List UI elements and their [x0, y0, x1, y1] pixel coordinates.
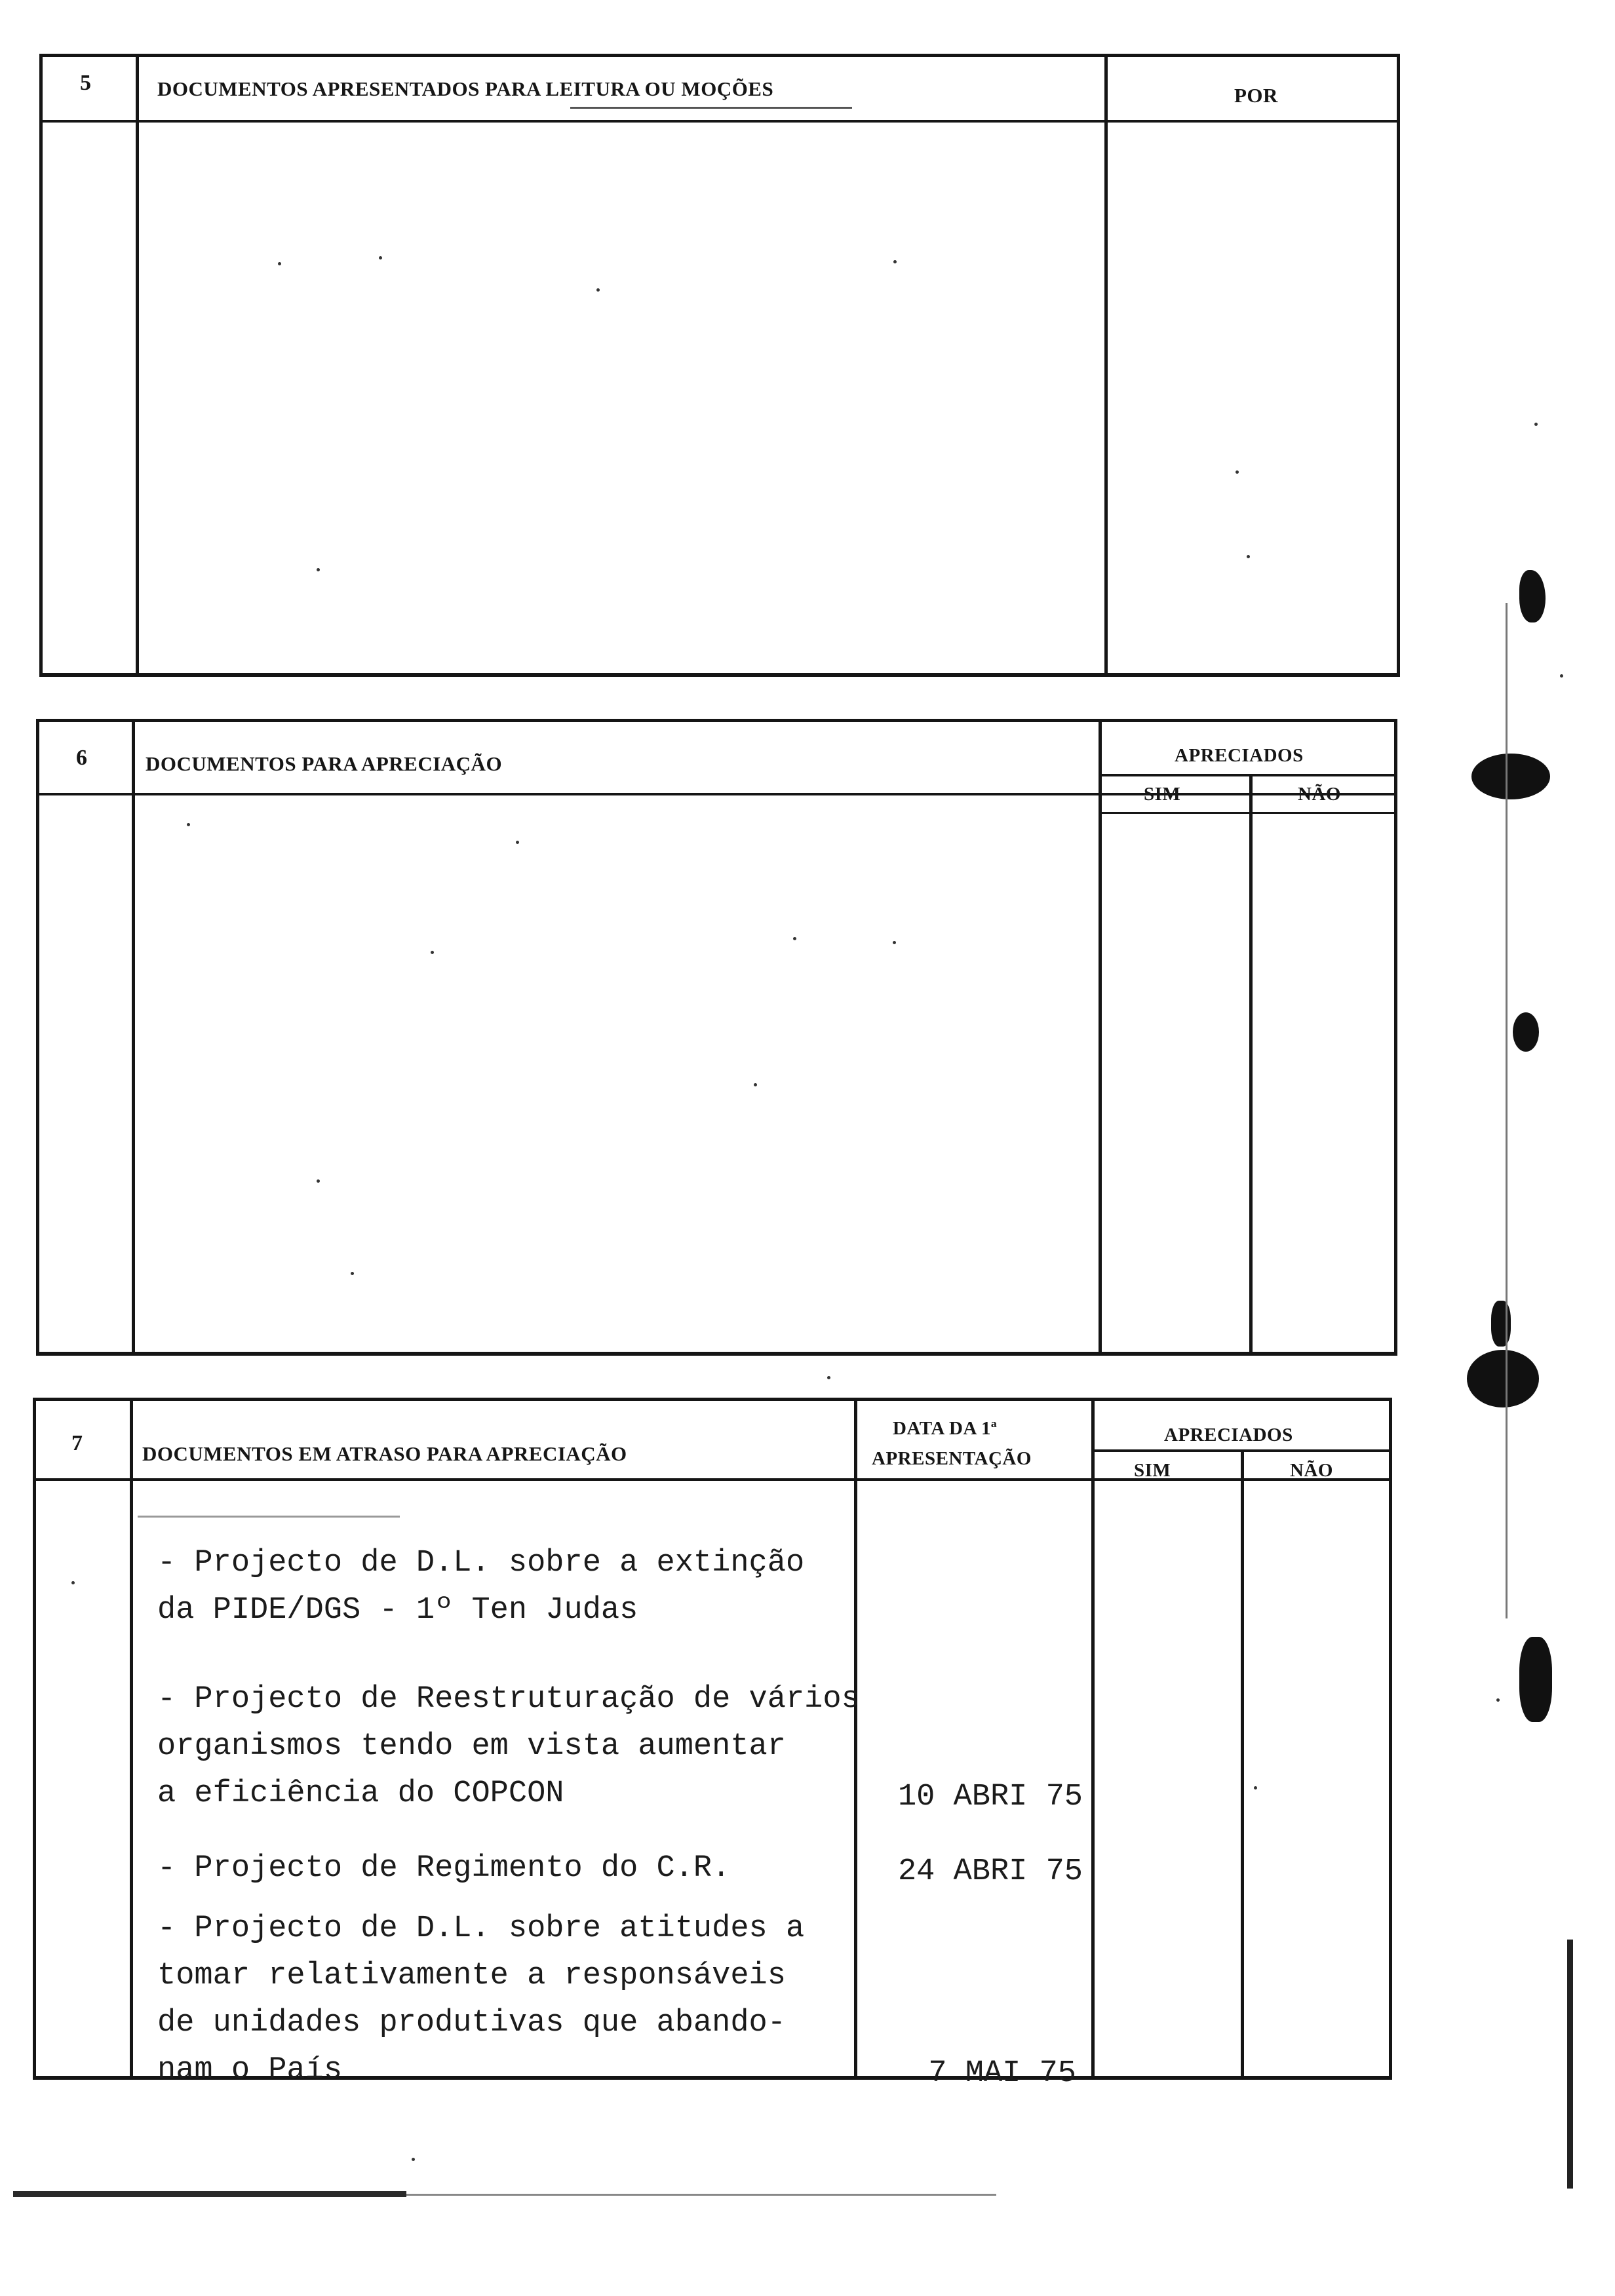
item-text-line: organismos tendo em vista aumentar — [157, 1729, 786, 1764]
item-text-line: a eficiência do COPCON — [157, 1776, 564, 1811]
column-header-data-line-1: DATA DA 1ª — [893, 1418, 998, 1439]
column-header-apreciados: APRECIADOS — [1175, 745, 1304, 766]
section-6-number: 6 — [76, 746, 88, 770]
item-text-line: - Projecto de Reestruturação de vários — [157, 1682, 860, 1717]
column-header-nao: NÃO — [1298, 784, 1341, 805]
section-7-number: 7 — [71, 1431, 83, 1455]
item-text-line: - Projecto de Regimento do C.R. — [157, 1851, 731, 1886]
section-7-title: DOCUMENTOS EM ATRASO PARA APRECIAÇÃO — [142, 1442, 627, 1465]
item-text-line: nam o País — [157, 2053, 343, 2088]
column-header-sim: SIM — [1144, 784, 1181, 805]
column-header-apreciados: APRECIADOS — [1164, 1425, 1293, 1445]
column-header-data-line-2: APRESENTAÇÃO — [872, 1448, 1032, 1469]
section-5-number: 5 — [80, 71, 92, 95]
section-6-title: DOCUMENTOS PARA APRECIAÇÃO — [146, 752, 503, 775]
item-text-line: tomar relativamente a responsáveis — [157, 1959, 786, 1993]
section-5-title: DOCUMENTOS APRESENTADOS PARA LEITURA OU MOÇÕES — [157, 77, 774, 100]
column-header-sim: SIM — [1134, 1460, 1171, 1481]
item-date: 7 MAI 75 — [928, 2056, 1076, 2091]
item-text-line: da PIDE/DGS - 1º Ten Judas — [157, 1593, 638, 1628]
item-date: 10 ABRI 75 — [897, 1780, 1083, 1814]
item-text-line: - Projecto de D.L. sobre a extinção — [157, 1546, 805, 1580]
item-text-line: de unidades produtivas que abando- — [157, 2006, 786, 2040]
item-date: 24 ABRI 75 — [897, 1854, 1083, 1889]
column-header-por: POR — [1234, 84, 1278, 107]
item-text-line: - Projecto de D.L. sobre atitudes a — [157, 1911, 805, 1946]
column-header-nao: NÃO — [1290, 1460, 1333, 1481]
